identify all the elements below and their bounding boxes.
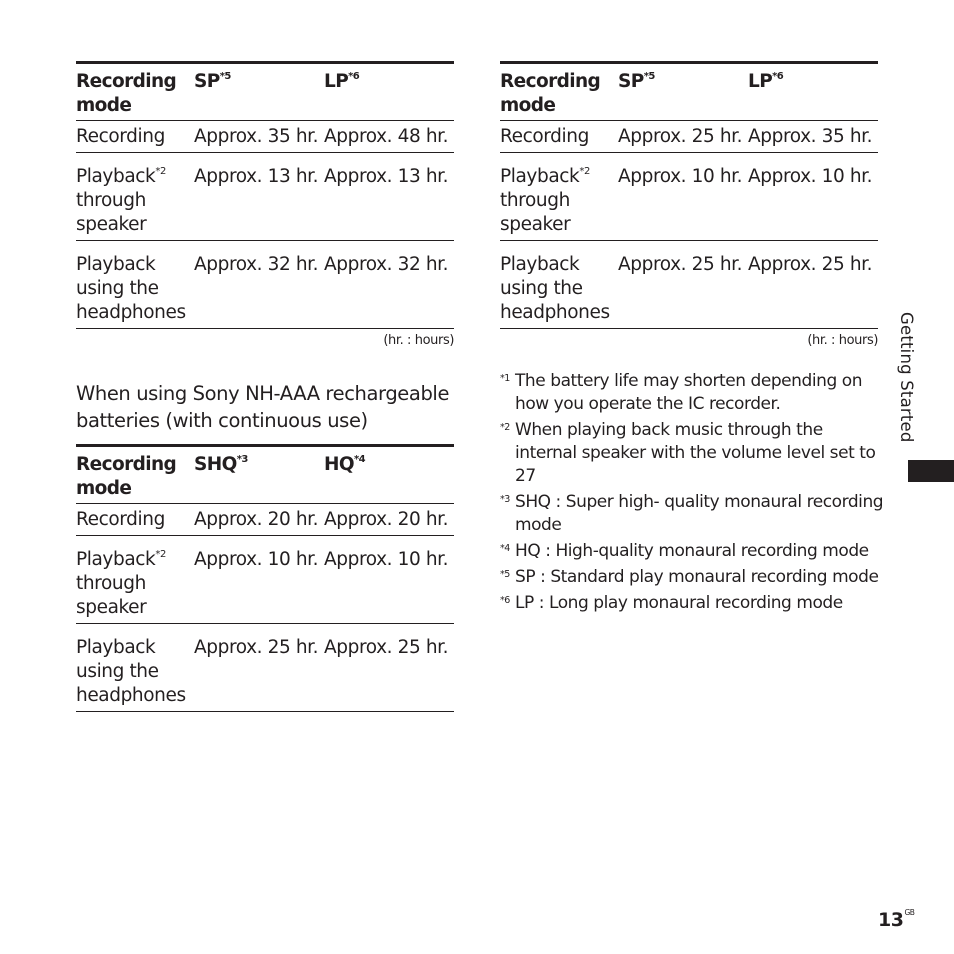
cell-value: Approx. 35 hr. xyxy=(194,126,319,147)
footnote-item: *3 SHQ : Super high- quality monaural recording mode xyxy=(500,492,884,535)
cell-value: Approx. 48 hr. xyxy=(324,126,449,147)
cell-value: Approx. 10 hr. xyxy=(194,549,319,570)
cell-value: Approx. 10 hr. xyxy=(324,549,449,570)
row-label: Playback$^{*2}$ through speaker xyxy=(76,549,166,618)
footnotes-list xyxy=(500,370,885,618)
header-recording-mode: Recording mode xyxy=(76,454,177,499)
footnote-item: *1 The battery life may shorten depending on how you operate the IC recorder. xyxy=(500,371,863,414)
cell-value: Approx. 10 hr. xyxy=(748,166,873,187)
table-row xyxy=(500,121,878,153)
table-row xyxy=(76,241,454,329)
cell-value: Approx. 25 hr. xyxy=(324,637,449,658)
unit-note-left: (hr. : hours) xyxy=(383,333,454,348)
footnote-item: *4 HQ : High-quality monaural recording mode xyxy=(500,541,869,561)
table-row xyxy=(76,121,454,153)
header-col1: SP$^{*5}$ xyxy=(194,71,231,92)
header-col2: LP$^{*6}$ xyxy=(324,71,360,92)
header-col2: LP$^{*6}$ xyxy=(748,71,784,92)
table-header-row xyxy=(76,63,454,121)
unit-note-right: (hr. : hours) xyxy=(807,333,878,348)
header-col1: SHQ$^{*3}$ xyxy=(194,454,248,475)
row-label: Playback using the headphones xyxy=(76,254,186,323)
footnote-mark: *4 xyxy=(500,543,510,554)
cell-value: Approx. 20 hr. xyxy=(324,509,449,530)
footnote-mark: *6 xyxy=(500,595,510,606)
cell-value: Approx. 25 hr. xyxy=(618,254,743,275)
cell-value: Approx. 32 hr. xyxy=(194,254,319,275)
cell-value: Approx. 13 hr. xyxy=(324,166,449,187)
cell-value: Approx. 32 hr. xyxy=(324,254,449,275)
table-row xyxy=(76,536,454,624)
table-row xyxy=(500,153,878,241)
cell-value: Approx. 25 hr. xyxy=(618,126,743,147)
cell-value: Approx. 25 hr. xyxy=(748,254,873,275)
section-heading: When using Sony NH-AAA rechargeable batteries (with continuous use) xyxy=(76,382,450,432)
table-row xyxy=(500,241,878,329)
page-number: $13^{GB}$ xyxy=(878,908,915,931)
footnote-mark: *1 xyxy=(500,373,510,384)
table-row xyxy=(76,153,454,241)
battery-life-table-right xyxy=(500,61,878,329)
footnote-item: *6 LP : Long play monaural recording mode xyxy=(500,593,843,613)
table-header-row xyxy=(76,446,454,504)
footnote-item: *5 SP : Standard play monaural recording mode xyxy=(500,567,879,587)
table-row xyxy=(76,624,454,712)
cell-value: Approx. 25 hr. xyxy=(194,637,319,658)
battery-life-table-top-left xyxy=(76,61,454,329)
page-language-suffix: GB xyxy=(904,908,915,917)
cell-value: Approx. 13 hr. xyxy=(194,166,319,187)
section-side-tab: Getting Started xyxy=(897,312,916,443)
table-row xyxy=(76,504,454,536)
cell-value: Approx. 10 hr. xyxy=(618,166,743,187)
row-label: Recording xyxy=(76,126,165,147)
footnote-mark: *3 xyxy=(500,494,510,505)
battery-life-table-bottom-left xyxy=(76,444,454,712)
row-label: Recording xyxy=(76,509,165,530)
footnote-mark: *2 xyxy=(500,422,510,433)
row-label: Playback$^{*2}$ through speaker xyxy=(500,166,590,235)
row-label: Playback$^{*2}$ through speaker xyxy=(76,166,166,235)
header-col2: HQ$^{*4}$ xyxy=(324,454,366,475)
table-header-row xyxy=(500,63,878,121)
header-col1: SP$^{*5}$ xyxy=(618,71,655,92)
cell-value: Approx. 20 hr. xyxy=(194,509,319,530)
footnote-item: *2 When playing back music through the internal speaker with the volume level set to 27 xyxy=(500,420,876,486)
cell-value: Approx. 35 hr. xyxy=(748,126,873,147)
row-label: Recording xyxy=(500,126,589,147)
header-recording-mode: Recording mode xyxy=(76,71,177,116)
footnote-mark: *5 xyxy=(500,569,510,580)
row-label: Playback using the headphones xyxy=(76,637,186,706)
section-tab-marker xyxy=(908,460,954,482)
header-recording-mode: Recording mode xyxy=(500,71,601,116)
row-label: Playback using the headphones xyxy=(500,254,610,323)
